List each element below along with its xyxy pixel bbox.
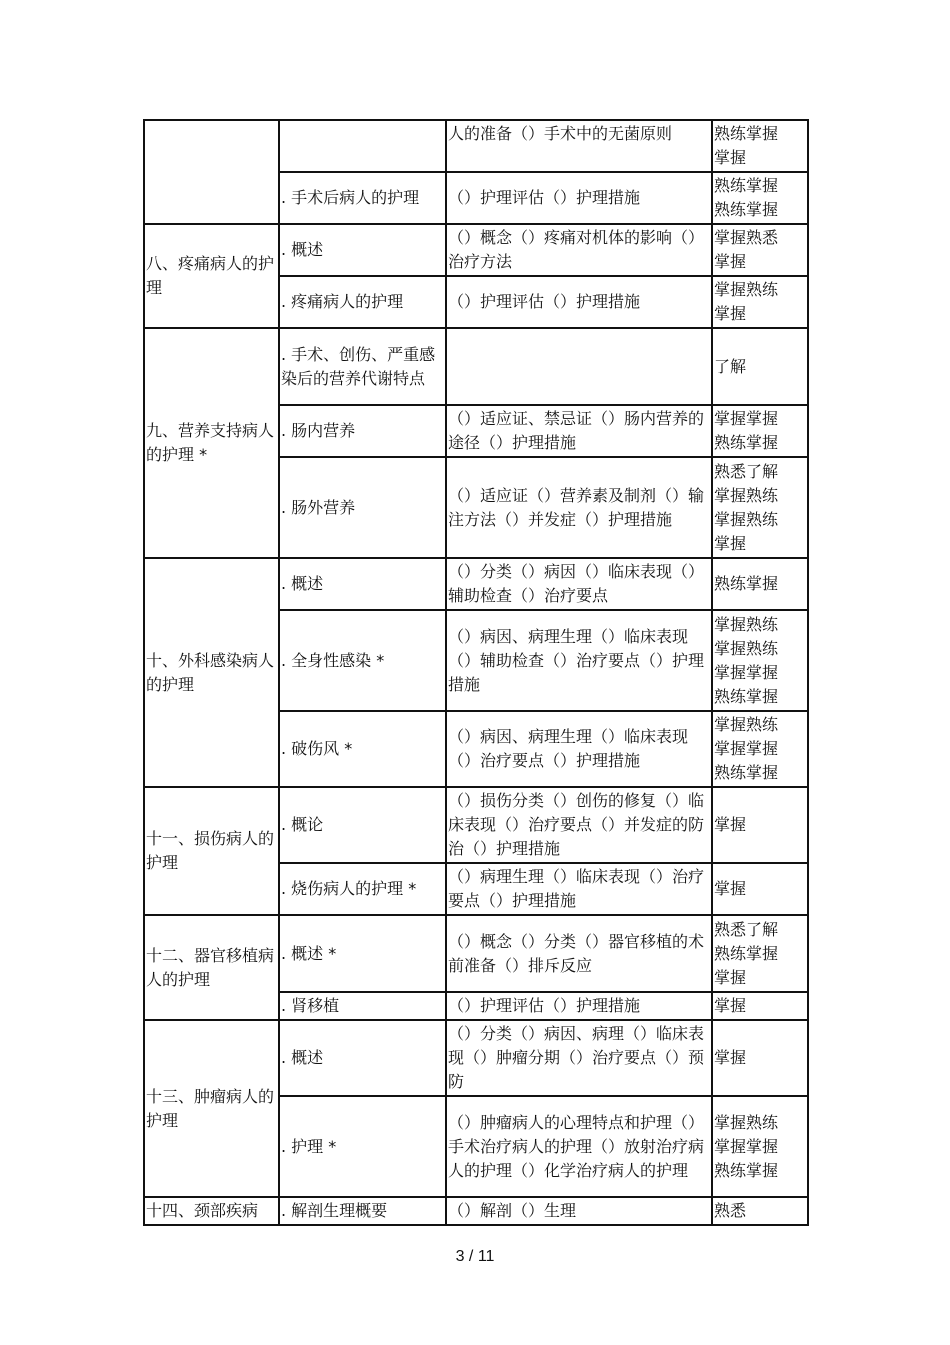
topic-cell: . 概述 bbox=[279, 1020, 446, 1096]
requirement-cell: 熟练掌握 bbox=[712, 558, 808, 610]
content-cell: 人的准备（）手术中的无菌原则 bbox=[446, 120, 712, 172]
content-cell: （）概念（）疼痛对机体的影响（）治疗方法 bbox=[446, 224, 712, 276]
topic-cell: . 概述 bbox=[279, 224, 446, 276]
table-row bbox=[144, 915, 808, 992]
requirement-cell: 掌握熟练 掌握掌握 熟练掌握 bbox=[712, 711, 808, 787]
chapter-cell: 十三、肿瘤病人的护理 bbox=[144, 1020, 279, 1197]
topic-cell: . 概论 bbox=[279, 787, 446, 863]
requirement-cell: 掌握 bbox=[712, 992, 808, 1020]
topic-cell: . 肠外营养 bbox=[279, 457, 446, 558]
topic-cell: . 肠内营养 bbox=[279, 405, 446, 457]
table-row bbox=[144, 787, 808, 863]
topic-cell: . 手术后病人的护理 bbox=[279, 172, 446, 224]
requirement-cell: 掌握 bbox=[712, 863, 808, 915]
topic-cell: . 手术、创伤、严重感染后的营养代谢特点 bbox=[279, 328, 446, 405]
requirement-cell: 掌握 bbox=[712, 787, 808, 863]
topic-cell: . 概述 * bbox=[279, 915, 446, 992]
requirement-cell: 掌握熟练 掌握熟练 掌握掌握 熟练掌握 bbox=[712, 610, 808, 711]
topic-cell bbox=[279, 120, 446, 172]
requirement-cell: 掌握熟练 掌握掌握 熟练掌握 bbox=[712, 1096, 808, 1197]
content-cell: （）解剖（）生理 bbox=[446, 1197, 712, 1225]
syllabus-table bbox=[143, 119, 809, 1226]
requirement-cell: 熟悉了解 熟练掌握 掌握 bbox=[712, 915, 808, 992]
chapter-cell: 十二、器官移植病人的护理 bbox=[144, 915, 279, 1020]
content-cell: （）概念（）分类（）器官移植的术前准备（）排斥反应 bbox=[446, 915, 712, 992]
table-row bbox=[144, 1020, 808, 1096]
table-row bbox=[144, 558, 808, 610]
content-cell: （）肿瘤病人的心理特点和护理（）手术治疗病人的护理（）放射治疗病人的护理（）化学治疗病人的护理 bbox=[446, 1096, 712, 1197]
requirement-cell: 了解 bbox=[712, 328, 808, 405]
requirement-cell: 熟练掌握 熟练掌握 bbox=[712, 172, 808, 224]
content-cell bbox=[446, 328, 712, 405]
topic-cell: . 烧伤病人的护理 * bbox=[279, 863, 446, 915]
requirement-cell: 掌握掌握 熟练掌握 bbox=[712, 405, 808, 457]
requirement-cell: 掌握 bbox=[712, 1020, 808, 1096]
chapter-cell: 九、营养支持病人的护理 * bbox=[144, 328, 279, 558]
content-cell: （）适应证、禁忌证（）肠内营养的途径（）护理措施 bbox=[446, 405, 712, 457]
content-cell: （）病理生理（）临床表现（）治疗要点（）护理措施 bbox=[446, 863, 712, 915]
content-cell: （）护理评估（）护理措施 bbox=[446, 276, 712, 328]
table-row bbox=[144, 328, 808, 405]
content-cell: （）病因、病理生理（）临床表现（）辅助检查（）治疗要点（）护理措施 bbox=[446, 610, 712, 711]
table-row bbox=[144, 1197, 808, 1225]
chapter-cell: 十一、损伤病人的护理 bbox=[144, 787, 279, 915]
content-cell: （）病因、病理生理（）临床表现（）治疗要点（）护理措施 bbox=[446, 711, 712, 787]
topic-cell: . 护理 * bbox=[279, 1096, 446, 1197]
topic-cell: . 破伤风 * bbox=[279, 711, 446, 787]
content-cell: （）适应证（）营养素及制剂（）输注方法（）并发症（）护理措施 bbox=[446, 457, 712, 558]
topic-cell: . 疼痛病人的护理 bbox=[279, 276, 446, 328]
requirement-cell: 熟悉 bbox=[712, 1197, 808, 1225]
content-cell: （）损伤分类（）创伤的修复（）临床表现（）治疗要点（）并发症的防治（）护理措施 bbox=[446, 787, 712, 863]
page-number: 3 / 11 bbox=[455, 1248, 495, 1265]
content-cell: （）分类（）病因、病理（）临床表现（）肿瘤分期（）治疗要点（）预防 bbox=[446, 1020, 712, 1096]
chapter-cell: 十四、颈部疾病 bbox=[144, 1197, 279, 1225]
table-row bbox=[144, 224, 808, 276]
topic-cell: . 解剖生理概要 bbox=[279, 1197, 446, 1225]
chapter-cell: 十、外科感染病人的护理 bbox=[144, 558, 279, 787]
content-cell: （）护理评估（）护理措施 bbox=[446, 992, 712, 1020]
requirement-cell: 掌握熟悉 掌握 bbox=[712, 224, 808, 276]
topic-cell: . 全身性感染 * bbox=[279, 610, 446, 711]
content-cell: （）护理评估（）护理措施 bbox=[446, 172, 712, 224]
topic-cell: . 肾移植 bbox=[279, 992, 446, 1020]
chapter-cell bbox=[144, 120, 279, 224]
content-cell: （）分类（）病因（）临床表现（）辅助检查（）治疗要点 bbox=[446, 558, 712, 610]
requirement-cell: 熟练掌握 掌握 bbox=[712, 120, 808, 172]
topic-cell: . 概述 bbox=[279, 558, 446, 610]
chapter-cell: 八、疼痛病人的护理 bbox=[144, 224, 279, 328]
requirement-cell: 掌握熟练 掌握 bbox=[712, 276, 808, 328]
table-row bbox=[144, 120, 808, 172]
requirement-cell: 熟悉了解 掌握熟练 掌握熟练 掌握 bbox=[712, 457, 808, 558]
